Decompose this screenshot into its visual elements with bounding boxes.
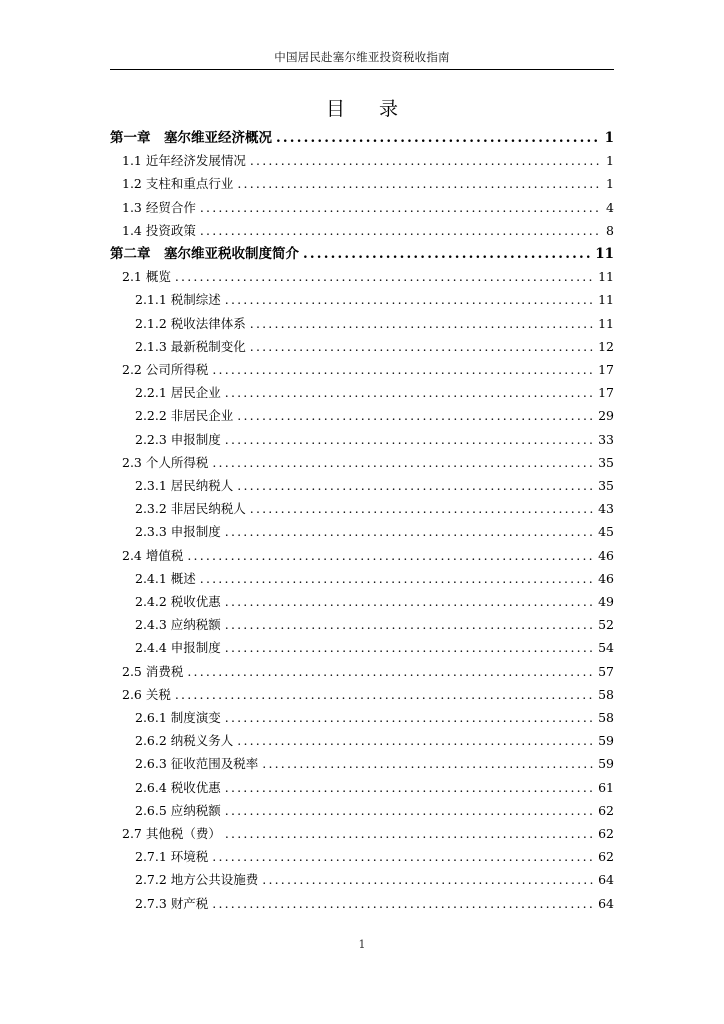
toc-entry-label: 2.2 公司所得税 <box>122 362 209 377</box>
toc-entry-label: 2.6.2 纳税义务人 <box>135 733 234 749</box>
toc-entry-label: 2.7.3 财产税 <box>135 895 209 911</box>
toc-entry-page: 35 <box>598 454 614 470</box>
toc-entry-page: 59 <box>598 733 614 749</box>
toc-entry-page: 35 <box>598 478 614 493</box>
toc-entry-label: 2.2.2 非居民企业 <box>135 408 234 424</box>
toc-entry-label: 2.3.1 居民纳税人 <box>135 478 234 493</box>
toc-entry-label: 2.4.3 应纳税额 <box>135 617 221 633</box>
toc-leader-dots <box>237 475 594 497</box>
toc-leader-dots <box>175 266 594 288</box>
toc-entry-page: 52 <box>598 617 614 633</box>
toc-entry[interactable] <box>135 614 614 636</box>
toc-entry[interactable] <box>122 545 614 567</box>
toc-entry-page: 29 <box>598 408 614 424</box>
toc-entry-label: 2.7 其他税（费） <box>122 826 221 841</box>
toc-entry[interactable] <box>122 220 614 242</box>
toc-entry-label: 2.6.3 征收范围及税率 <box>135 756 259 772</box>
toc-entry-label: 1.1 近年经济发展情况 <box>122 153 246 169</box>
toc-entry-page: 1 <box>606 176 614 192</box>
toc-entry-page: 58 <box>598 710 614 725</box>
toc-entry-label: 2.4.1 概述 <box>135 570 196 586</box>
toc-entry-page: 11 <box>598 269 614 285</box>
toc-leader-dots <box>225 637 594 659</box>
toc-leader-dots <box>250 498 594 520</box>
toc-entry-label: 2.7.2 地方公共设施费 <box>135 872 259 888</box>
toc-leader-dots <box>237 730 594 752</box>
toc-entry-label: 2.7.1 环境税 <box>135 849 209 865</box>
toc-entry-label: 2.6 关税 <box>122 686 171 702</box>
toc-entry-page: 17 <box>598 385 614 401</box>
toc-entry[interactable] <box>135 777 614 799</box>
toc-entry-label: 第一章 塞尔维亚经济概况 <box>110 130 272 146</box>
toc-leader-dots <box>225 289 594 311</box>
toc-entry[interactable] <box>135 591 614 613</box>
toc-leader-dots <box>225 614 594 636</box>
toc-entry[interactable] <box>122 173 614 195</box>
toc-entry[interactable] <box>135 707 614 729</box>
header-rule <box>110 69 614 70</box>
toc-leader-dots <box>262 869 594 891</box>
toc-chapter-entry[interactable] <box>110 243 614 265</box>
toc-entry-label: 1.4 投资政策 <box>122 222 196 238</box>
toc-entry-page: 64 <box>598 895 614 911</box>
toc-entry[interactable] <box>135 498 614 520</box>
toc-entry-page: 54 <box>598 640 614 656</box>
toc-entry[interactable] <box>122 823 614 845</box>
toc-leader-dots <box>212 893 594 915</box>
toc-leader-dots <box>225 707 594 729</box>
toc-entry-page: 11 <box>598 292 614 308</box>
toc-chapter-entry[interactable] <box>110 127 614 149</box>
toc-entry-page: 46 <box>598 570 614 586</box>
toc-entry-page: 59 <box>598 756 614 772</box>
toc-entry-label: 2.4.4 申报制度 <box>135 640 221 656</box>
toc-entry-page: 57 <box>598 663 614 679</box>
toc-entry-label: 2.3.2 非居民纳税人 <box>135 501 246 517</box>
toc-leader-dots <box>225 429 594 451</box>
toc-entry-page: 45 <box>598 524 614 540</box>
toc-title: 目 录 <box>325 98 413 120</box>
toc-leader-dots <box>225 521 594 543</box>
toc-leader-dots <box>200 220 602 242</box>
toc-entry-page: 62 <box>598 802 614 818</box>
toc-entry-page: 64 <box>598 872 614 888</box>
toc-entry-page: 1 <box>604 130 614 146</box>
toc-entry-label: 2.4.2 税收优惠 <box>135 594 221 609</box>
toc-entry-label: 1.2 支柱和重点行业 <box>122 176 234 192</box>
toc-leader-dots <box>187 661 594 683</box>
toc-entry-label: 第二章 塞尔维亚税收制度简介 <box>110 246 299 262</box>
toc-leader-dots <box>303 243 591 265</box>
toc-entry-label: 1.3 经贸合作 <box>122 199 196 215</box>
toc-entry-page: 11 <box>598 315 614 331</box>
toc-leader-dots <box>200 568 594 590</box>
toc-entry-page: 4 <box>606 199 614 215</box>
toc-leader-dots <box>276 127 601 149</box>
toc-leader-dots <box>225 823 594 845</box>
toc-leader-dots <box>212 846 594 868</box>
toc-leader-dots <box>225 382 594 404</box>
toc-entry-page: 43 <box>598 501 614 517</box>
toc-entry[interactable] <box>122 684 614 706</box>
toc-entry-label: 2.1 概览 <box>122 269 171 285</box>
toc-entry-label: 2.3 个人所得税 <box>122 454 209 470</box>
toc-entry[interactable] <box>135 869 614 891</box>
toc-entry[interactable] <box>135 521 614 543</box>
toc-entry[interactable] <box>135 336 614 358</box>
toc-leader-dots <box>250 150 602 172</box>
toc-entry[interactable] <box>135 568 614 590</box>
toc-entry[interactable] <box>122 197 614 219</box>
toc-leader-dots <box>212 452 594 474</box>
toc-leader-dots <box>187 545 594 567</box>
toc-leader-dots <box>175 684 594 706</box>
toc-entry-label: 2.1.3 最新税制变化 <box>135 338 246 354</box>
toc-entry-label: 2.2.1 居民企业 <box>135 385 221 401</box>
toc-entry[interactable] <box>135 289 614 311</box>
toc-entry-page: 62 <box>598 849 614 865</box>
toc-leader-dots <box>237 405 594 427</box>
toc-entry-page: 58 <box>598 686 614 702</box>
toc-entry-label: 2.2.3 申报制度 <box>135 431 221 447</box>
toc-leader-dots <box>237 173 602 195</box>
toc-entry-page: 17 <box>598 362 614 377</box>
toc-entry[interactable] <box>135 637 614 659</box>
toc-entry[interactable] <box>122 661 614 683</box>
toc-entry[interactable] <box>122 150 614 172</box>
toc-entry[interactable] <box>122 452 614 474</box>
toc-entry-label: 2.6.4 税收优惠 <box>135 779 221 795</box>
toc-leader-dots <box>212 359 594 381</box>
toc-entry[interactable] <box>122 266 614 288</box>
page-number: 1 <box>358 938 366 951</box>
toc-entry[interactable] <box>135 429 614 451</box>
toc-leader-dots <box>225 800 594 822</box>
toc-entry-page: 62 <box>598 826 614 841</box>
toc-entry-page: 61 <box>598 779 614 795</box>
running-header: 中国居民赴塞尔维亚投资税收指南 <box>274 50 450 64</box>
toc-entry-page: 11 <box>595 246 614 262</box>
toc-entry[interactable] <box>135 730 614 752</box>
toc-entry-page: 1 <box>606 153 614 169</box>
toc-entry[interactable] <box>135 382 614 404</box>
toc-entry-page: 8 <box>606 222 614 238</box>
toc-entry-label: 2.1.1 税制综述 <box>135 292 221 308</box>
toc-entry-label: 2.6.1 制度演变 <box>135 710 221 725</box>
toc-leader-dots <box>250 313 594 335</box>
toc-entry-label: 2.1.2 税收法律体系 <box>135 315 246 331</box>
toc-entry-label: 2.5 消费税 <box>122 663 184 679</box>
toc-entry[interactable] <box>135 846 614 868</box>
toc-entry-page: 33 <box>598 431 614 447</box>
toc-entry-page: 12 <box>598 338 614 354</box>
toc-entry[interactable] <box>135 753 614 775</box>
toc-entry[interactable] <box>135 313 614 335</box>
toc-entry-label: 2.3.3 申报制度 <box>135 524 221 540</box>
toc-leader-dots <box>200 197 602 219</box>
toc-entry-label: 2.4 增值税 <box>122 547 184 563</box>
toc-entry-page: 46 <box>598 547 614 563</box>
toc-entry[interactable] <box>135 405 614 427</box>
toc-leader-dots <box>262 753 594 775</box>
toc-leader-dots <box>225 777 594 799</box>
toc-leader-dots <box>225 591 594 613</box>
toc-leader-dots <box>250 336 594 358</box>
toc-entry[interactable] <box>122 359 614 381</box>
toc-entry-page: 49 <box>598 594 614 609</box>
toc-entry[interactable] <box>135 893 614 915</box>
toc-entry[interactable] <box>135 475 614 497</box>
toc-entry-label: 2.6.5 应纳税额 <box>135 802 221 818</box>
toc-entry[interactable] <box>135 800 614 822</box>
